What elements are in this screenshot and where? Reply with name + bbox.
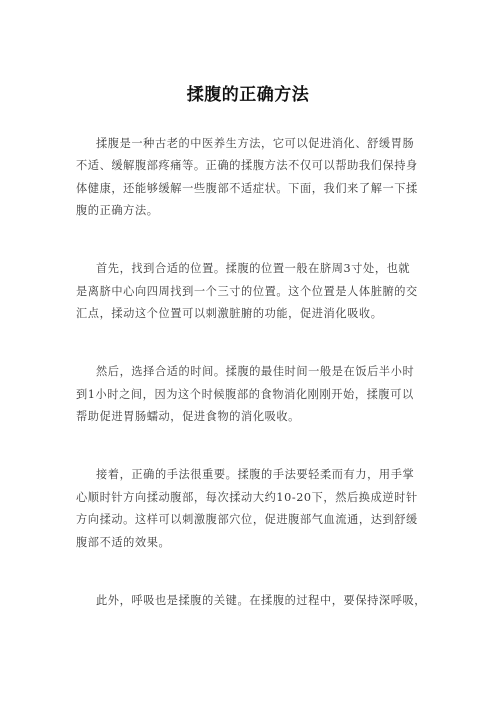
paragraph-line: 首先，找到合适的位置。揉腹的位置一般在脐周3寸处，也就 xyxy=(96,262,411,275)
paragraph-line: 到1小时之间，因为这个时候腹部的食物消化刚刚开始，揉腹可以 xyxy=(76,388,414,401)
paragraph-line: 此外，呼吸也是揉腹的关键。在揉腹的过程中，要保持深呼吸， xyxy=(96,594,427,607)
paragraph-line: 帮助促进胃肠蠕动，促进食物的消化吸收。 xyxy=(76,410,300,423)
paragraph-line: 方向揉动。这样可以刺激腹部穴位，促进腹部气血流通，达到舒缓 xyxy=(76,513,418,526)
paragraph-line: 体健康，还能够缓解一些腹部不适症状。下面，我们来了解一下揉 xyxy=(76,182,418,195)
paragraph-line: 腹部不适的效果。 xyxy=(76,536,171,549)
page-title: 揉腹的正确方法 xyxy=(186,85,310,105)
paragraph-line: 然后，选择合适的时间。揉腹的最佳时间一般是在饭后半小时 xyxy=(96,365,415,378)
paragraph-line: 汇点，揉动这个位置可以刺激脏腑的功能，促进消化吸收。 xyxy=(76,307,383,320)
paragraph-line: 不适、缓解腹部疼痛等。正确的揉腹方法不仅可以帮助我们保持身 xyxy=(76,159,418,172)
paragraph-line: 腹的正确方法。 xyxy=(76,204,159,217)
paragraph-line: 心顺时针方向揉动腹部，每次揉动大约10-20下，然后换成逆时针 xyxy=(76,491,418,504)
paragraph-line: 接着，正确的手法很重要。揉腹的手法要轻柔而有力，用手掌 xyxy=(96,468,415,481)
paragraph-line: 是离脐中心向四周找到一个三寸的位置。这个位置是人体脏腑的交 xyxy=(76,285,418,298)
paragraph-line: 揉腹是一种古老的中医养生方法，它可以促进消化、舒缓胃肠 xyxy=(96,137,415,150)
